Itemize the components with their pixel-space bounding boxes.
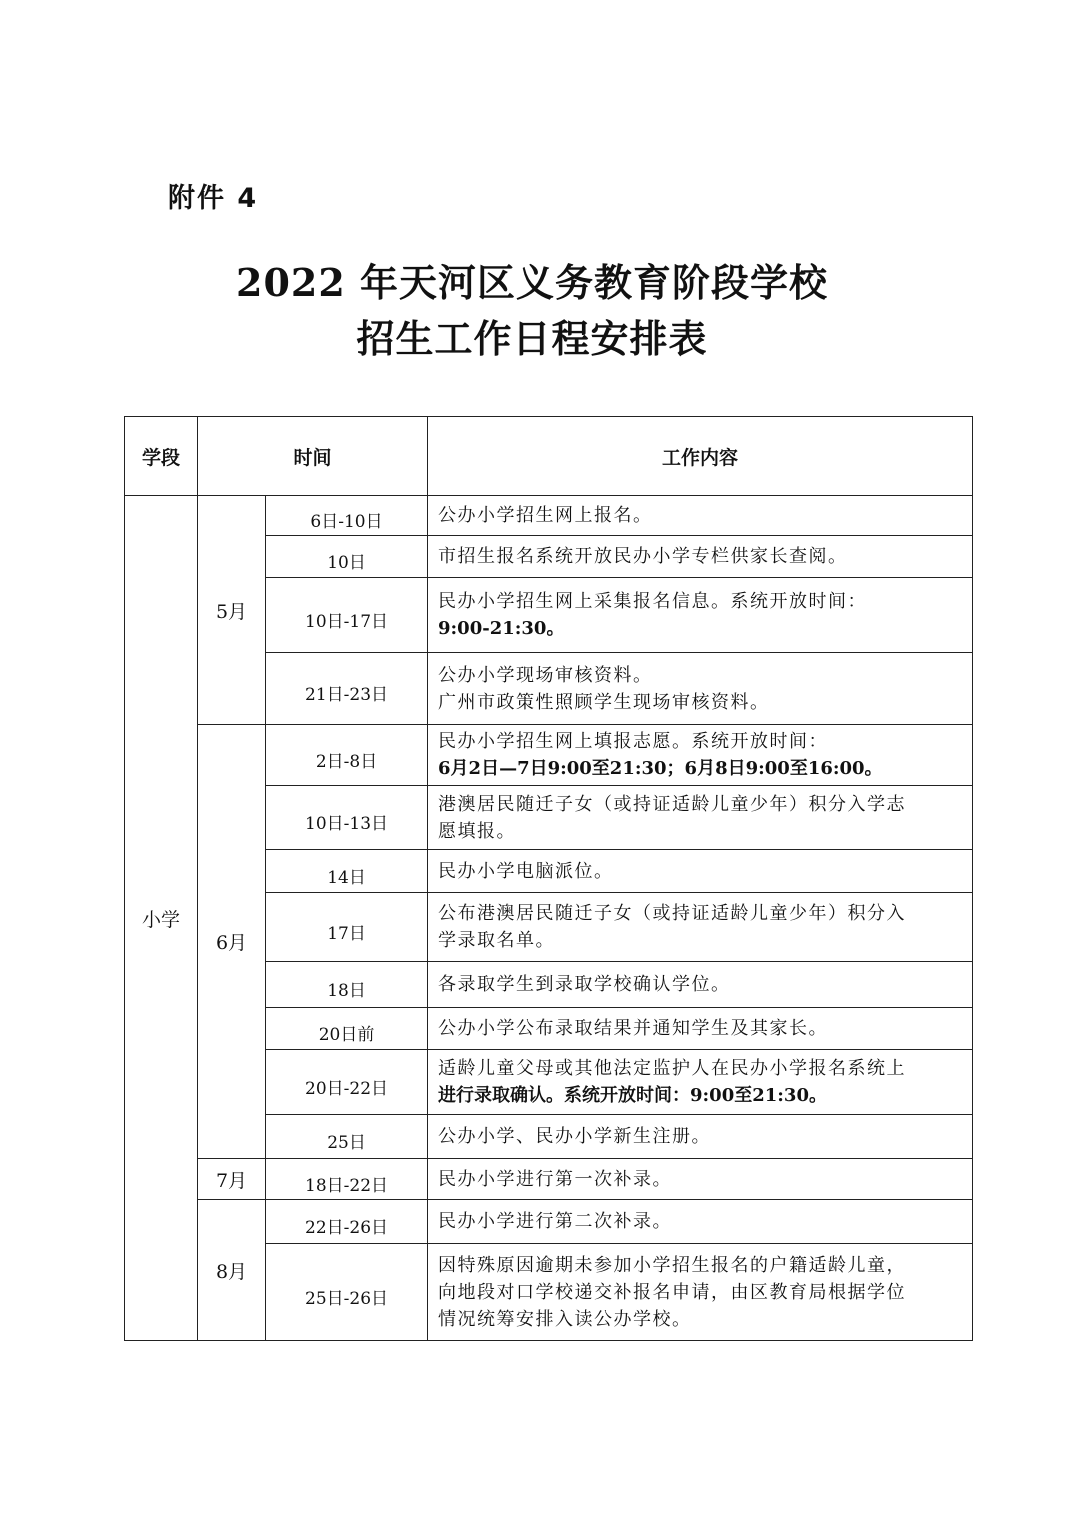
work-line: 公办小学招生网上报名。 bbox=[438, 505, 653, 526]
work-line: 广州市政策性照顾学生现场审核资料。 bbox=[438, 691, 770, 713]
date-cell: 21日-23日 bbox=[266, 653, 428, 725]
header-stage: 学段 bbox=[125, 417, 198, 496]
page-title-line1: 2022 年天河区义务教育阶段学校 bbox=[236, 260, 828, 305]
work-cell bbox=[428, 893, 973, 962]
work-line: 学录取名单。 bbox=[438, 930, 556, 951]
work-cell bbox=[428, 962, 973, 1008]
work-cell bbox=[428, 786, 973, 850]
date-cell: 6日-10日 bbox=[266, 496, 428, 536]
date-cell: 18日-22日 bbox=[266, 1159, 428, 1200]
work-cell bbox=[428, 536, 973, 578]
date-cell: 18日 bbox=[266, 962, 428, 1008]
date-cell: 20日-22日 bbox=[266, 1050, 428, 1115]
date-cell: 25日-26日 bbox=[266, 1244, 428, 1341]
month-cell-june: 6月 bbox=[198, 725, 266, 1159]
work-line: 进行录取确认。系统开放时间：9:00至21:30。 bbox=[438, 1085, 827, 1106]
work-line: 民办小学进行第一次补录。 bbox=[438, 1168, 673, 1190]
table-row bbox=[125, 1159, 973, 1200]
work-line: 因特殊原因逾期未参加小学招生报名的户籍适龄儿童， bbox=[438, 1254, 907, 1276]
work-line: 民办小学电脑派位。 bbox=[438, 860, 614, 882]
work-cell bbox=[428, 850, 973, 893]
work-cell bbox=[428, 653, 973, 725]
work-line: 6月2日—7日9:00至21:30；6月8日9:00至16:00。 bbox=[438, 758, 883, 779]
date-cell: 10日-17日 bbox=[266, 578, 428, 653]
table-row bbox=[125, 496, 973, 536]
work-cell bbox=[428, 1200, 973, 1244]
header-time: 时间 bbox=[198, 417, 428, 496]
work-cell bbox=[428, 1115, 973, 1159]
month-cell-july: 7月 bbox=[198, 1159, 266, 1200]
work-line: 公办小学、民办小学新生注册。 bbox=[438, 1126, 712, 1147]
work-line: 民办小学招生网上采集报名信息。系统开放时间： bbox=[438, 591, 868, 612]
date-cell: 2日-8日 bbox=[266, 725, 428, 786]
work-line: 9:00-21:30。 bbox=[438, 618, 565, 639]
date-cell: 14日 bbox=[266, 850, 428, 893]
table-row bbox=[125, 725, 973, 786]
work-line: 愿填报。 bbox=[438, 820, 517, 842]
date-cell: 22日-26日 bbox=[266, 1200, 428, 1244]
stage-cell: 小学 bbox=[125, 496, 198, 1341]
month-cell-may: 5月 bbox=[198, 496, 266, 725]
work-line: 民办小学招生网上填报志愿。系统开放时间： bbox=[438, 731, 829, 752]
work-cell bbox=[428, 1050, 973, 1115]
work-line: 向地段对口学校递交补报名申请，由区教育局根据学位 bbox=[438, 1281, 907, 1303]
work-line: 情况统筹安排入读公办学校。 bbox=[438, 1308, 692, 1330]
work-cell bbox=[428, 1008, 973, 1050]
work-line: 各录取学生到录取学校确认学位。 bbox=[438, 974, 731, 995]
work-line: 适龄儿童父母或其他法定监护人在民办小学报名系统上 bbox=[438, 1058, 907, 1079]
date-cell: 10日-13日 bbox=[266, 786, 428, 850]
work-cell bbox=[428, 725, 973, 786]
work-line: 公布港澳居民随迁子女（或持证适龄儿童少年）积分入 bbox=[438, 903, 907, 924]
header-work-content: 工作内容 bbox=[428, 417, 973, 496]
date-cell: 25日 bbox=[266, 1115, 428, 1159]
work-cell bbox=[428, 578, 973, 653]
date-cell: 17日 bbox=[266, 893, 428, 962]
work-line: 民办小学进行第二次补录。 bbox=[438, 1211, 673, 1232]
attachment-label: 附件 4 bbox=[168, 183, 259, 214]
table-row bbox=[125, 1200, 973, 1244]
work-line: 公办小学公布录取结果并通知学生及其家长。 bbox=[438, 1018, 829, 1039]
work-cell bbox=[428, 496, 973, 536]
page-title-line2: 招生工作日程安排表 bbox=[356, 316, 708, 361]
schedule-table bbox=[124, 416, 973, 1341]
date-cell: 20日前 bbox=[266, 1008, 428, 1050]
table-header-row bbox=[125, 417, 973, 496]
date-cell: 10日 bbox=[266, 536, 428, 578]
work-line: 港澳居民随迁子女（或持证适龄儿童少年）积分入学志 bbox=[438, 793, 907, 815]
month-cell-august: 8月 bbox=[198, 1200, 266, 1341]
work-cell bbox=[428, 1159, 973, 1200]
work-line: 市招生报名系统开放民办小学专栏供家长查阅。 bbox=[438, 546, 848, 567]
work-line: 公办小学现场审核资料。 bbox=[438, 664, 653, 686]
work-cell bbox=[428, 1244, 973, 1341]
